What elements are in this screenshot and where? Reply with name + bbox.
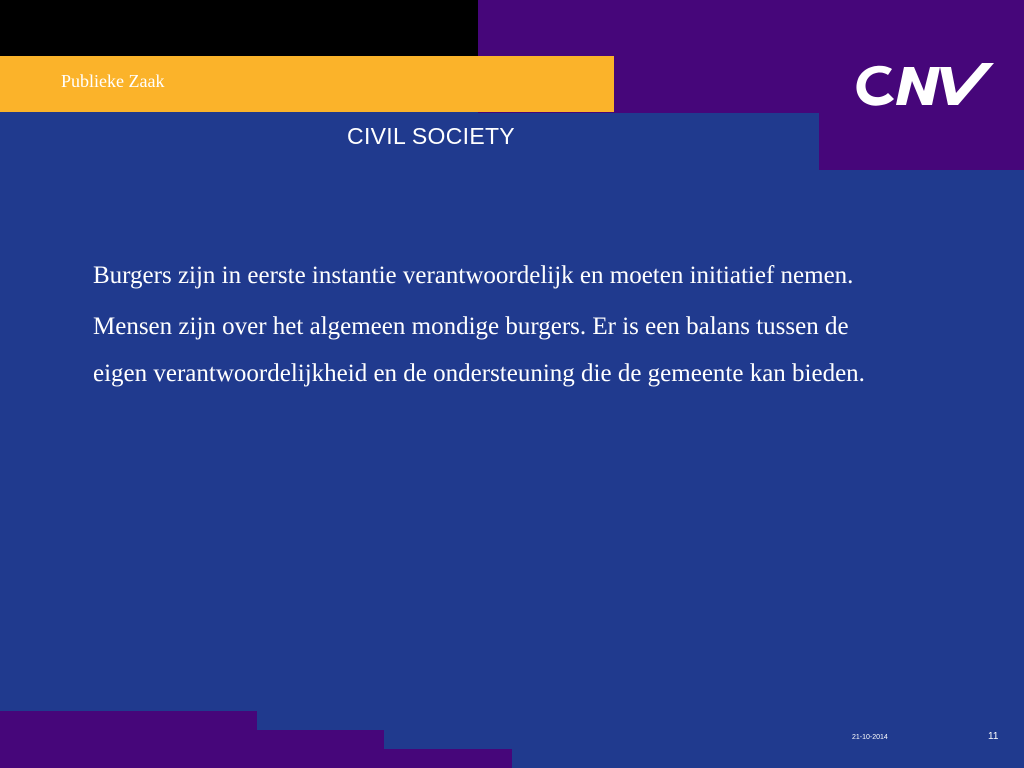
- header-label: Publieke Zaak: [61, 71, 165, 91]
- body-paragraph-1: Burgers zijn in eerste instantie verantwoordelijk en moeten initiatief nemen.: [93, 262, 854, 289]
- footer-date: 21-10-2014: [852, 734, 888, 741]
- page-number: 11: [988, 731, 999, 742]
- footer-purple-block-3: [384, 749, 512, 768]
- cnv-logo: [852, 57, 997, 113]
- slide-title: CIVIL SOCIETY: [347, 123, 515, 149]
- footer-purple-block-2: [257, 730, 384, 768]
- header-bar: [0, 56, 614, 112]
- slide-body: [93, 252, 893, 401]
- footer-purple-block-1: [0, 711, 257, 768]
- body-paragraph-2: Mensen zijn over het algemeen mondige burgers. Er is een balans tussen de eigen verantwoordelijkheid en de ondersteuning die de gemeente kan bieden.: [93, 313, 865, 387]
- top-left-black-block: [0, 0, 478, 56]
- cnv-logo-icon: [852, 57, 997, 113]
